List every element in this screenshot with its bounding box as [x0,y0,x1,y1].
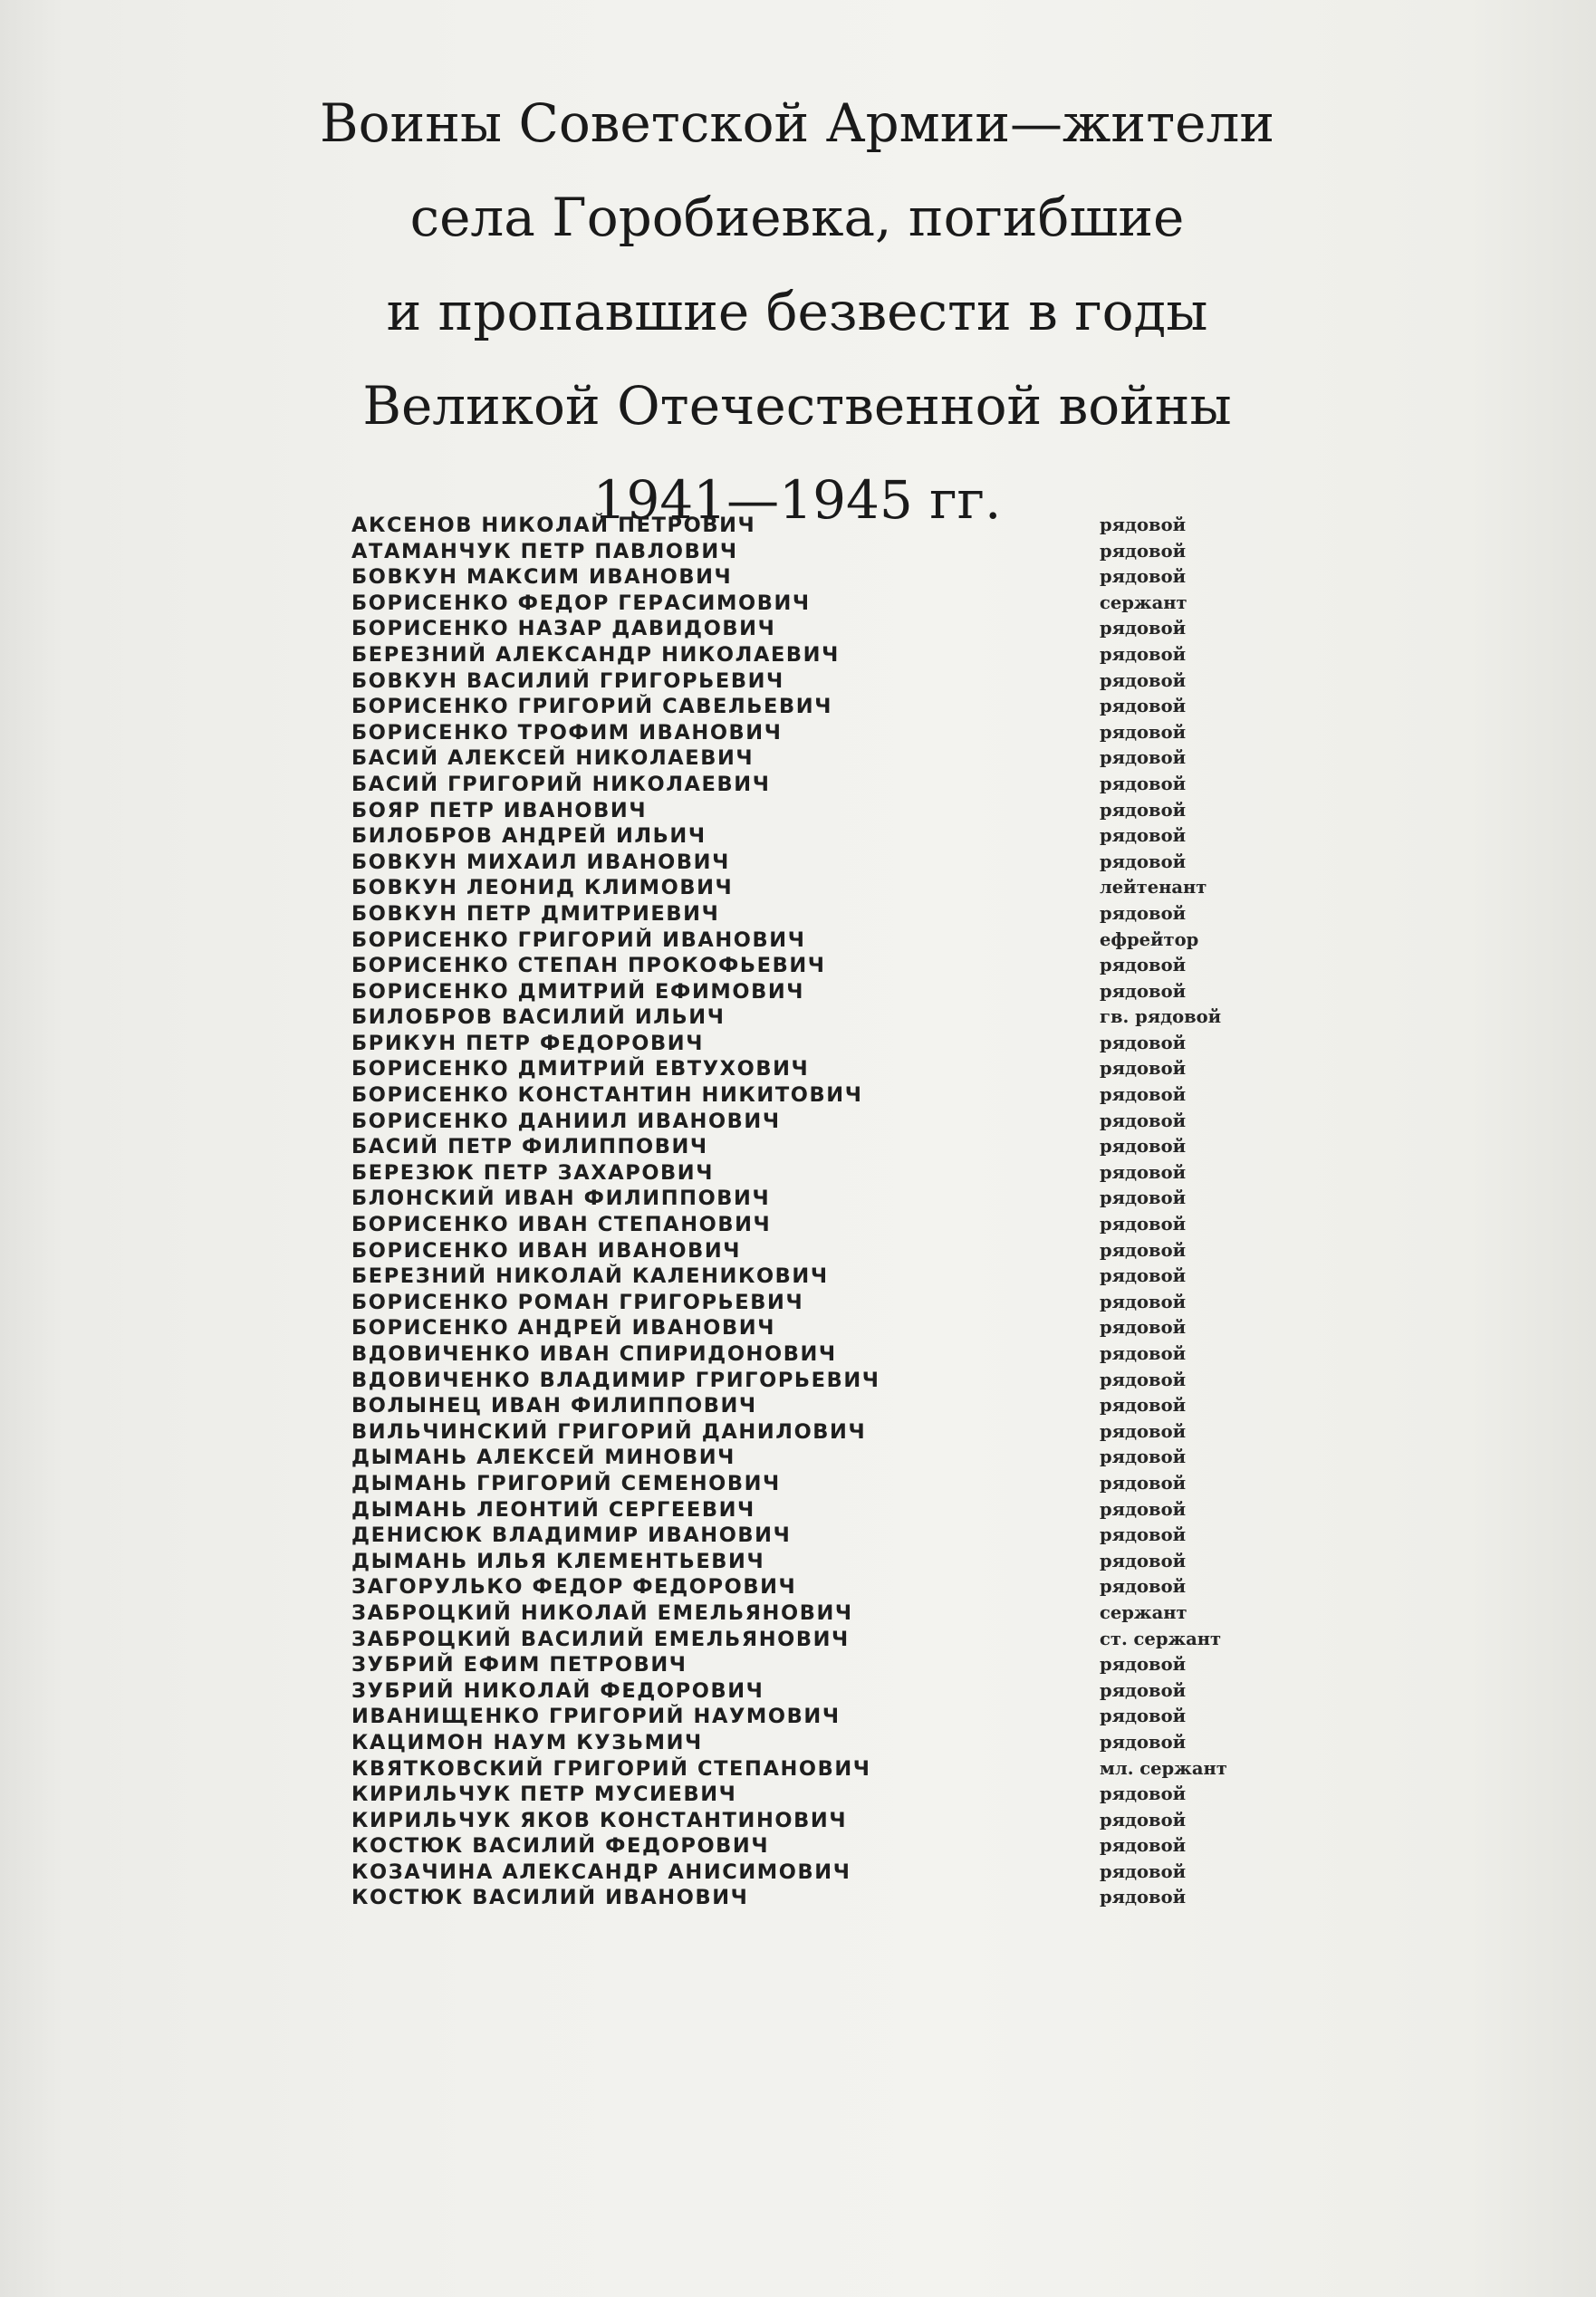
soldier-rank: рядовой [1100,851,1187,872]
soldier-rank: рядовой [1100,825,1187,847]
soldier-rank: рядовой [1100,618,1187,639]
list-item [351,539,1275,565]
soldier-name: БЕРЕЗНИЙ АЛЕКСАНДР НИКОЛАЕВИЧ [351,642,840,667]
soldier-rank: рядовой [1100,1161,1187,1183]
soldier-rank: рядовой [1100,955,1187,976]
soldier-name: ВДОВИЧЕНКО ВЛАДИМИР ГРИГОРЬЕВИЧ [351,1368,880,1392]
list-item [351,591,1275,617]
list-item [351,745,1275,772]
soldier-rank: рядовой [1100,643,1187,665]
list-item [351,1652,1275,1678]
soldier-name: БОРИСЕНКО АНДРЕЙ ИВАНОВИЧ [351,1316,775,1341]
title-line: села Горобиевка, погибшие [409,187,1185,248]
soldier-name: КАЦИМОН НАУМ КУЗЬМИЧ [351,1730,703,1754]
soldier-rank: рядовой [1100,1084,1187,1106]
soldier-name: ЗАГОРУЛЬКО ФЕДОР ФЕДОРОВИЧ [351,1575,797,1600]
soldier-rank: рядовой [1100,1887,1187,1908]
soldier-rank: лейтенант [1100,877,1207,899]
soldier-rank: рядовой [1100,1343,1187,1364]
soldier-name: БОВКУН ЛЕОНИД КЛИМОВИЧ [351,876,734,900]
soldier-rank: рядовой [1100,902,1187,924]
list-item [351,513,1275,539]
soldier-name: БОРИСЕНКО ИВАН СТЕПАНОВИЧ [351,1213,772,1237]
list-item [351,720,1275,746]
soldier-name: БОВКУН МАКСИМ ИВАНОВИЧ [351,565,733,590]
list-item [351,1756,1275,1783]
list-item [351,1471,1275,1497]
list-item [351,979,1275,1005]
list-item [351,823,1275,850]
list-item [351,1860,1275,1886]
soldier-name: БИЛОБРОВ ВАСИЛИЙ ИЛЬИЧ [351,1005,726,1030]
soldier-rank: сержант [1100,1601,1187,1623]
list-item [351,1730,1275,1756]
list-item [351,1704,1275,1730]
list-item [351,1368,1275,1394]
soldier-name: БЕРЕЗЮК ПЕТР ЗАХАРОВИЧ [351,1160,715,1185]
soldier-rank: рядовой [1100,1110,1187,1131]
list-item [351,1109,1275,1135]
list-item [351,1315,1275,1341]
soldier-name: БАСИЙ ПЕТР ФИЛИППОВИЧ [351,1135,708,1159]
soldier-rank: рядовой [1100,1472,1187,1494]
soldier-rank: сержант [1100,591,1187,613]
soldier-name: БОРИСЕНКО НАЗАР ДАВИДОВИЧ [351,617,776,641]
soldier-name: ЗУБРИЙ НИКОЛАЙ ФЕДОРОВИЧ [351,1678,764,1703]
soldier-name: БОВКУН МИХАИЛ ИВАНОВИЧ [351,850,730,874]
soldier-name: БОЯР ПЕТР ИВАНОВИЧ [351,798,648,822]
soldier-rank: рядовой [1100,540,1187,562]
soldier-rank: рядовой [1100,1576,1187,1598]
list-item [351,1341,1275,1368]
soldier-name: КОСТЮК ВАСИЛИЙ ИВАНОВИЧ [351,1886,749,1910]
soldier-rank: рядовой [1100,1860,1187,1882]
soldier-rank: рядовой [1100,1214,1187,1235]
list-item [351,772,1275,798]
soldier-name: БОРИСЕНКО ДМИТРИЙ ЕФИМОВИЧ [351,979,805,1004]
soldier-rank: рядовой [1100,1291,1187,1312]
soldier-rank: рядовой [1100,1679,1187,1701]
soldier-name: ЗАБРОЦКИЙ НИКОЛАЙ ЕМЕЛЬЯНОВИЧ [351,1600,853,1625]
soldier-rank: рядовой [1100,1369,1187,1390]
list-item [351,875,1275,901]
soldier-name: БОРИСЕНКО ТРОФИМ ИВАНОВИЧ [351,720,783,745]
list-item [351,1160,1275,1187]
soldier-name: КОЗАЧИНА АЛЕКСАНДР АНИСИМОВИЧ [351,1860,851,1884]
soldier-rank: рядовой [1100,1187,1187,1209]
soldier-name: БОРИСЕНКО ДМИТРИЙ ЕВТУХОВИЧ [351,1057,810,1081]
soldier-rank: рядовой [1100,1239,1187,1261]
soldier-name: БИЛОБРОВ АНДРЕЙ ИЛЬИЧ [351,824,707,849]
soldier-rank: рядовой [1100,1654,1187,1676]
list-item [351,1833,1275,1860]
soldier-rank: рядовой [1100,1835,1187,1857]
list-item [351,850,1275,876]
list-item [351,1600,1275,1627]
list-item [351,927,1275,954]
soldier-name: БОРИСЕНКО ИВАН ИВАНОВИЧ [351,1238,742,1263]
list-item [351,1056,1275,1082]
list-item [351,953,1275,979]
soldier-name: АТАМАНЧУК ПЕТР ПАВЛОВИЧ [351,539,738,563]
soldier-name: БОРИСЕНКО РОМАН ГРИГОРЬЕВИЧ [351,1290,804,1314]
soldier-rank: рядовой [1100,1317,1187,1339]
soldier-name: БЕРЕЗНИЙ НИКОЛАЙ КАЛЕНИКОВИЧ [351,1264,829,1289]
list-item [351,1264,1275,1290]
soldier-rank: гв. рядовой [1100,1006,1222,1028]
soldier-rank: рядовой [1100,1136,1187,1158]
soldier-name: БРИКУН ПЕТР ФЕДОРОВИЧ [351,1031,704,1055]
title-line: Воины Советской Армии—жители [320,92,1274,154]
list-item [351,1186,1275,1212]
soldier-rank: рядовой [1100,514,1187,535]
list-item [351,1290,1275,1316]
list-item [351,1212,1275,1238]
soldier-rank: рядовой [1100,799,1187,821]
list-item [351,668,1275,695]
soldier-rank: рядовой [1100,1524,1187,1546]
soldier-name: ЗУБРИЙ ЕФИМ ПЕТРОВИЧ [351,1653,687,1677]
soldier-rank: рядовой [1100,721,1187,743]
soldier-name: БОВКУН ПЕТР ДМИТРИЕВИЧ [351,901,720,926]
list-item [351,694,1275,720]
page-title [208,76,1386,547]
soldier-rank: рядовой [1100,1706,1187,1727]
soldier-name: БОРИСЕНКО ДАНИИЛ ИВАНОВИЧ [351,1109,781,1133]
soldier-name: БОВКУН ВАСИЛИЙ ГРИГОРЬЕВИЧ [351,668,784,693]
soldier-rank: рядовой [1100,1498,1187,1520]
list-item [351,1627,1275,1653]
list-item [351,901,1275,927]
soldier-rank: рядовой [1100,1395,1187,1417]
soldier-name: ДЫМАНЬ АЛЕКСЕЙ МИНОВИЧ [351,1446,736,1470]
soldier-rank: рядовой [1100,1032,1187,1053]
soldier-name: БАСИЙ ГРИГОРИЙ НИКОЛАЕВИЧ [351,772,771,796]
soldier-rank: рядовой [1100,1731,1187,1753]
soldier-rank: рядовой [1100,1550,1187,1571]
soldier-rank: рядовой [1100,1058,1187,1080]
soldier-name: КВЯТКОВСКИЙ ГРИГОРИЙ СТЕПАНОВИЧ [351,1756,871,1781]
list-item [351,642,1275,668]
soldier-rank: рядовой [1100,773,1187,794]
soldier-rank: рядовой [1100,1446,1187,1468]
title-line: и пропавшие безвести в годы [386,281,1208,342]
soldier-name: БОРИСЕНКО КОНСТАНТИН НИКИТОВИЧ [351,1083,863,1108]
soldier-name: БОРИСЕНКО ГРИГОРИЙ ИВАНОВИЧ [351,927,806,952]
soldier-rank: рядовой [1100,747,1187,769]
list-item [351,1082,1275,1109]
soldier-name: БЛОНСКИЙ ИВАН ФИЛИППОВИЧ [351,1187,771,1211]
soldier-name: БОРИСЕНКО ФЕДОР ГЕРАСИМОВИЧ [351,591,811,615]
soldier-name: БОРИСЕНКО СТЕПАН ПРОКОФЬЕВИЧ [351,954,826,978]
list-item [351,616,1275,642]
list-item [351,1419,1275,1446]
soldier-rank: ефрейтор [1100,928,1199,950]
soldier-name: ИВАНИЩЕНКО ГРИГОРИЙ НАУМОВИЧ [351,1705,841,1729]
title-line: 1941—1945 гг. [592,469,1002,531]
list-item [351,1574,1275,1600]
soldier-rank: рядовой [1100,980,1187,1002]
soldier-name: ДЫМАНЬ ГРИГОРИЙ СЕМЕНОВИЧ [351,1471,781,1495]
soldier-name: АКСЕНОВ НИКОЛАЙ ПЕТРОВИЧ [351,514,756,537]
soldier-name: КОСТЮК ВАСИЛИЙ ФЕДОРОВИЧ [351,1834,770,1859]
soldier-name: ДЫМАНЬ ЛЕОНТИЙ СЕРГЕЕВИЧ [351,1497,755,1522]
soldier-name: КИРИЛЬЧУК ЯКОВ КОНСТАНТИНОВИЧ [351,1808,848,1832]
list-item [351,1885,1275,1911]
list-item [351,1004,1275,1031]
soldier-list [351,513,1275,1911]
soldier-rank: рядовой [1100,1265,1187,1287]
soldier-rank: рядовой [1100,696,1187,717]
list-item [351,1134,1275,1160]
soldier-rank: рядовой [1100,566,1187,588]
list-item [351,1497,1275,1523]
soldier-name: ВДОВИЧЕНКО ИВАН СПИРИДОНОВИЧ [351,1342,837,1366]
list-item [351,1445,1275,1471]
soldier-rank: рядовой [1100,1420,1187,1442]
soldier-rank: мл. сержант [1100,1757,1227,1779]
list-item [351,1782,1275,1808]
list-item [351,1031,1275,1057]
soldier-name: ВОЛЫНЕЦ ИВАН ФИЛИППОВИЧ [351,1394,757,1418]
title-line: Великой Отечественной войны [362,375,1232,437]
soldier-name: БАСИЙ АЛЕКСЕЙ НИКОЛАЕВИЧ [351,746,755,771]
list-item [351,1549,1275,1575]
soldier-name: ВИЛЬЧИНСКИЙ ГРИГОРИЙ ДАНИЛОВИЧ [351,1419,867,1444]
soldier-name: КИРИЛЬЧУК ПЕТР МУСИЕВИЧ [351,1783,737,1807]
soldier-rank: рядовой [1100,1809,1187,1831]
soldier-name: ДЕНИСЮК ВЛАДИМИР ИВАНОВИЧ [351,1523,792,1548]
list-item [351,1808,1275,1834]
list-item [351,1393,1275,1419]
soldier-name: ЗАБРОЦКИЙ ВАСИЛИЙ ЕМЕЛЬЯНОВИЧ [351,1627,850,1651]
soldier-name: ДЫМАНЬ ИЛЬЯ КЛЕМЕНТЬЕВИЧ [351,1549,765,1573]
list-item [351,1238,1275,1264]
list-item [351,564,1275,591]
list-item [351,1523,1275,1549]
soldier-rank: ст. сержант [1100,1628,1222,1649]
soldier-rank: рядовой [1100,1783,1187,1805]
list-item [351,798,1275,824]
soldier-name: БОРИСЕНКО ГРИГОРИЙ САВЕЛЬЕВИЧ [351,695,832,719]
list-item [351,1678,1275,1705]
soldier-rank: рядовой [1100,669,1187,691]
